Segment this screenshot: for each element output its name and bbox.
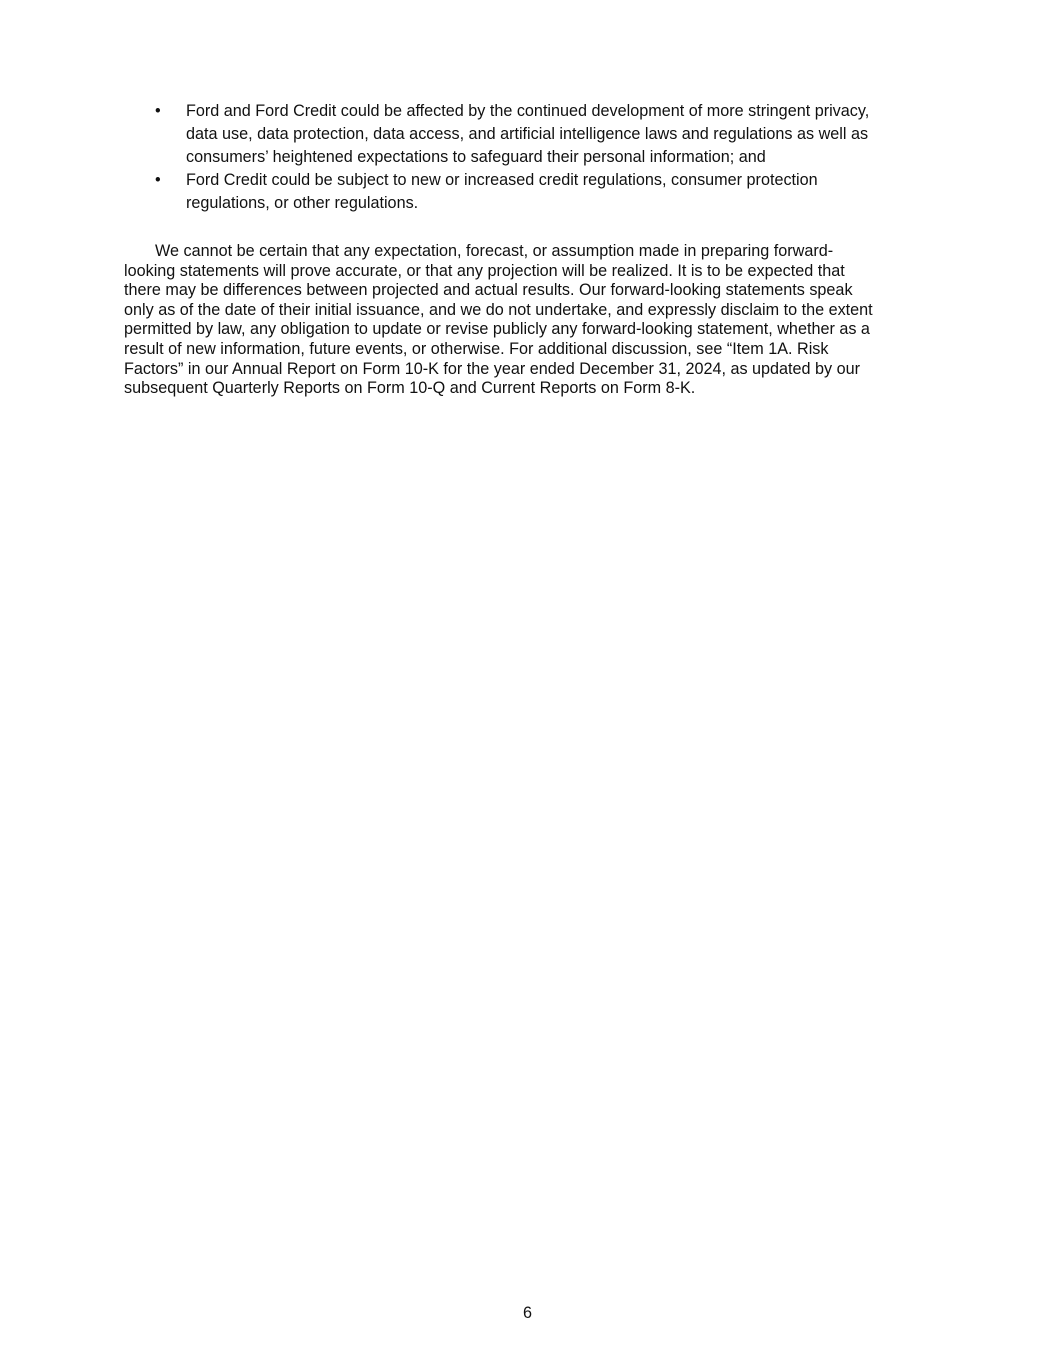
- list-item-line: regulations, or other regulations.: [186, 194, 419, 212]
- list-item-line: Ford Credit could be subject to new or increased credit regulations, consumer protection: [186, 171, 818, 189]
- forward-looking-paragraph: [124, 242, 924, 399]
- page-number: 6: [522, 1304, 532, 1322]
- list-item: [155, 169, 935, 215]
- paragraph-line: subsequent Quarterly Reports on Form 10-Q and Current Reports on Form 8-K.: [124, 379, 696, 398]
- list-item-line: consumers’ heightened expectations to safeguard their personal information; and: [186, 148, 766, 166]
- paragraph-line: there may be differences between projected and actual results. Our forward-looking statements speak: [124, 281, 853, 300]
- paragraph-line: looking statements will prove accurate, or that any projection will be realized. It is to be expected that: [124, 261, 845, 280]
- bullet-marker: •: [155, 171, 161, 189]
- bullet-list: [155, 100, 935, 215]
- paragraph-line: only as of the date of their initial issuance, and we do not undertake, and expressly disclaim to the extent: [124, 300, 873, 319]
- paragraph-line: result of new information, future events, or otherwise. For additional discussion, see “Item 1A. Risk: [124, 339, 829, 358]
- paragraph-line: permitted by law, any obligation to update or revise publicly any forward-looking statement, whether as a: [124, 320, 870, 339]
- list-item: [155, 100, 935, 169]
- list-item-line: data use, data protection, data access, and artificial intelligence laws and regulations as well as: [186, 125, 869, 143]
- list-item-line: Ford and Ford Credit could be affected by the continued development of more stringent privacy,: [186, 102, 870, 120]
- paragraph-line: Factors” in our Annual Report on Form 10-K for the year ended December 31, 2024, as updated by our: [124, 359, 861, 378]
- bullet-marker: •: [155, 102, 161, 120]
- paragraph-line: We cannot be certain that any expectation, forecast, or assumption made in preparing forward-: [155, 242, 834, 260]
